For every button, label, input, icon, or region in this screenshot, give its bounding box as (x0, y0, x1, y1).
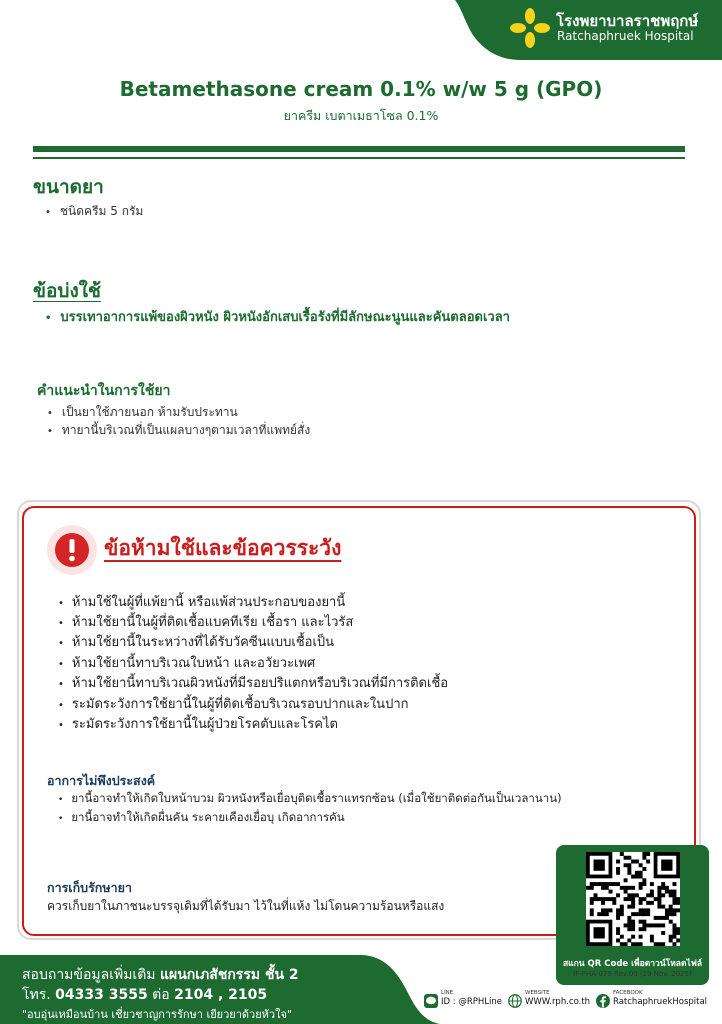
phone-prefix: โทร. (22, 987, 51, 1003)
side-effect-item: • ยานี้อาจทำให้เกิดผื่นคัน ระคายเคืองเยื่อบุ เกิดอาการคัน (58, 809, 345, 827)
drug-title: Betamethasone cream 0.1% w/w 5 g (GPO) (119, 77, 603, 101)
instruction-item: • เป็นยาใช้ภายนอก ห้ามรับประทาน (47, 403, 238, 422)
warning-item: • ห้ามใช้ยานี้ทาบริเวณผิวหนังที่มีรอยปริแตกหรือบริเวณที่มีการติดเชื้อ (58, 672, 448, 693)
warning-heading: ข้อห้ามใช้และข้อควรระวัง (104, 536, 342, 560)
footer-slogan: "อบอุ่นเหมือนบ้าน เชี่ยวชาญการรักษา เยียวยาด้วยหัวใจ" (22, 1008, 292, 1021)
footer-contact (22, 964, 299, 986)
title-divider-thick (33, 146, 685, 152)
line-label: LINE (441, 990, 454, 996)
indication-item: • บรรเทาอาการแพ้ของผิวหนัง ผิวหนังอักเสบเรื้อรังที่มีลักษณะนูนและคันตลอดเวลา (45, 306, 510, 327)
dosage-item: • ชนิดครีม 5 กรัม (45, 202, 143, 221)
facebook-page: RatchaphruekHospital (613, 997, 708, 1007)
phone-number[interactable]: 04333 3555 (55, 987, 148, 1003)
form-code: IF-PHA-079 Rev.00 (19 Nov. 2025) (573, 970, 692, 978)
footer-phone (22, 984, 267, 1006)
qr-code-pattern (586, 852, 680, 946)
storage-heading: การเก็บรักษายา (47, 880, 132, 895)
dosage-heading: ขนาดยา (33, 176, 104, 198)
qr-code[interactable] (586, 852, 680, 946)
warning-item: • ระมัดระวังการใช้ยานี้ในผู้ที่ติดเชื้อบริเวณรอบปากและในปาก (58, 693, 409, 714)
globe-icon (508, 994, 522, 1008)
exclamation-icon (46, 524, 98, 576)
warning-item: • ระมัดระวังการใช้ยานี้ในผู้ป่วยโรคตับและโรคไต (58, 713, 338, 734)
contact-prefix: สอบถามข้อมูลเพิ่มเติม (22, 967, 156, 983)
line-id: ID : @RPHLine (441, 997, 502, 1007)
instructions-heading: คำแนะนำในการใช้ยา (37, 383, 171, 399)
hospital-name-en: Ratchaphruek Hospital (557, 29, 694, 43)
facebook-icon (596, 994, 610, 1008)
warning-item: • ห้ามใช้ในผู้ที่แพ้ยานี้ หรือแพ้ส่วนประกอบของยานี้ (58, 591, 345, 612)
ext-prefix: ต่อ (152, 987, 170, 1003)
indication-heading: ข้อบ่งใช้ (33, 280, 101, 302)
website-url: WWW.rph.co.th (525, 997, 591, 1007)
line-icon (424, 994, 438, 1008)
warning-item: • ห้ามใช้ยานี้ในผู้ที่ติดเชื้อแบคทีเรีย เชื้อรา และไวรัส (58, 611, 353, 632)
facebook-label: FACEBOOK (613, 990, 643, 996)
qr-caption: สแกน QR Code เพื่อดาวน์โหลดไฟล์ (562, 959, 703, 969)
warning-item: • ห้ามใช้ยานี้ในระหว่างที่ได้รับวัคซีนแบบเชื้อเป็น (58, 631, 334, 652)
drug-subtitle: ยาครีม เบตาเมธาโซล 0.1% (283, 108, 439, 123)
ext-number: 2104 , 2105 (174, 987, 268, 1003)
warning-item: • ห้ามใช้ยานี้ทาบริเวณใบหน้า และอวัยวะเพศ (58, 652, 315, 673)
side-effects-heading: อาการไม่พึงประสงค์ (47, 773, 156, 788)
instruction-item: • ทายานี้บริเวณที่เป็นแผลบางๆตามเวลาที่แพทย์สั่ง (47, 421, 310, 440)
storage-text: ควรเก็บยาในภาชนะบรรจุเดิมที่ได้รับมา ไว้ในที่แห้ง ไม่โดนความร้อนหรือแสง (47, 899, 445, 913)
hospital-name-th: โรงพยาบาลราชพฤกษ์ (556, 12, 699, 30)
title-divider-thin (33, 157, 685, 159)
side-effect-item: • ยานี้อาจทำให้เกิดใบหน้าบวม ผิวหนังหรือเยื่อบุติดเชื้อราแทรกซ้อน (เมื่อใช้ยาติดต่อกันเป็นเวลานาน) (58, 790, 562, 808)
website-label: WEBSITE (525, 990, 550, 996)
contact-department: แผนกเภสัชกรรม ชั้น 2 (160, 967, 299, 983)
ratchaphruek-flower-icon (510, 8, 550, 48)
